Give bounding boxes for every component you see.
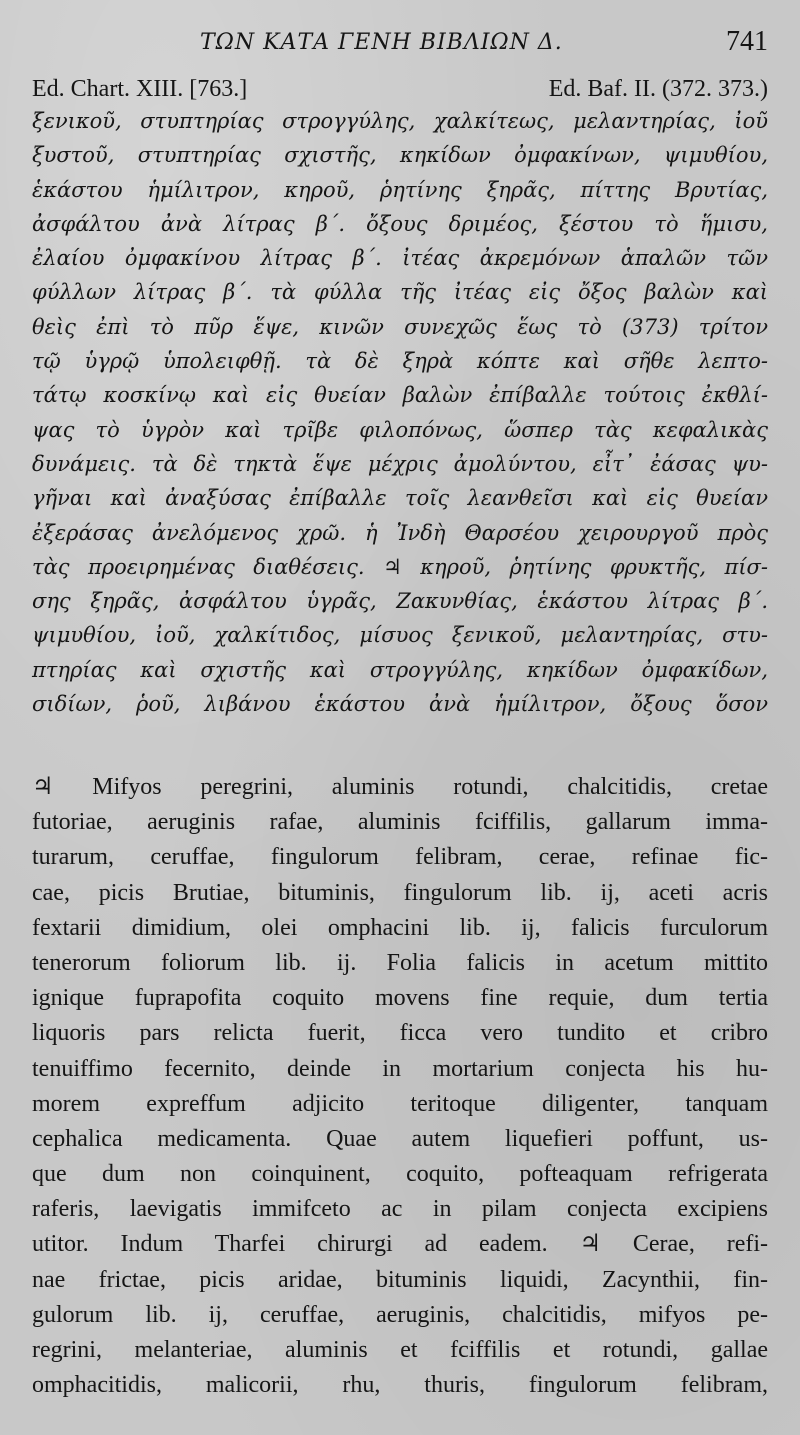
running-title: ΤΩΝ ΚΑΤΑ ΓΕΝΗ ΒΙΒΛΙΩΝ Δ. bbox=[200, 30, 563, 55]
greek-text-line: πτηρίας καὶ σχιστῆς καὶ στρογγύλης, κηκίδων ὀμφακίδων, bbox=[32, 657, 768, 682]
greek-text-line: τῷ ὑγρῷ ὑπολειφθῇ. τὰ δὲ ξηρὰ κόπτε καὶ σῆθε λεπτο- bbox=[32, 349, 768, 374]
greek-text-line: τὰς προειρημένας διαθέσεις. ♃ κηροῦ, ῥητίνης φρυκτῆς, πίσ- bbox=[32, 554, 768, 579]
edition-reference-line bbox=[32, 76, 768, 106]
greek-text-line: ψιμυθίου, ἰοῦ, χαλκίτιδος, μίσυος ξενικοῦ, μελαντηρίας, στυ- bbox=[32, 623, 768, 648]
greek-text-line: θεὶς ἐπὶ τὸ πῦρ ἕψε, κινῶν συνεχῶς ἕως τὸ (373) τρίτον bbox=[32, 314, 768, 339]
greek-text-block bbox=[32, 104, 768, 721]
greek-text-line: γῆναι καὶ ἀναξύσας ἐπίβαλλε τοῖς λεανθεῖσι καὶ εἰς θυείαν bbox=[32, 486, 768, 511]
edition-basel-reference: Ed. Baf. II. (372. 373.) bbox=[548, 76, 768, 102]
greek-text-line: σιδίων, ῥοῦ, λιβάνου ἑκάστου ἀνὰ ἡμίλιτρον, ὄξους ὅσον bbox=[32, 692, 768, 717]
greek-text-line: δυνάμεις. τὰ δὲ τηκτὰ ἕψε μέχρις ἀμολύντου, εἶτ᾽ ἐάσας ψυ- bbox=[32, 451, 768, 476]
greek-text-line: ἐλαίου ὀμφακίνου λίτρας β΄. ἰτέας ἀκρεμόνων ἁπαλῶν τῶν bbox=[32, 246, 768, 271]
latin-text-line: regrini, melanteriae, aluminis et fciffilis et rotundi, gallae bbox=[32, 1337, 768, 1363]
latin-text-line: tenerorum foliorum lib. ij. Folia falicis in acetum mittito bbox=[32, 949, 768, 976]
latin-text-line: nae frictae, picis aridae, bituminis liquidi, Zacynthii, fin- bbox=[32, 1266, 768, 1293]
greek-text-line: τάτῳ κοσκίνῳ καὶ εἰς θυείαν βαλὼν ἐπίβαλλε τούτοις ἐκθλί- bbox=[32, 383, 768, 408]
greek-text-line: ἀσφάλτου ἀνὰ λίτρας β΄. ὄξους δριμέος, ξέστου τὸ ἥμισυ, bbox=[32, 211, 768, 236]
latin-text-line: liquoris pars relicta fuerit, ficca vero tundito et cribro bbox=[32, 1020, 768, 1047]
greek-text-line: ξυστοῦ, στυπτηρίας σχιστῆς, κηκίδων ὀμφακίνων, ψιμυθίου, bbox=[32, 143, 768, 168]
latin-text-line: tenuiffimo fecernito, deinde in mortarium conjecta his hu- bbox=[32, 1055, 768, 1082]
latin-text-line: utitor. Indum Tharfei chirurgi ad eadem. ♃ Cerae, refi- bbox=[32, 1231, 768, 1258]
latin-text-block bbox=[32, 770, 768, 1403]
latin-text-line: que dum non coinquinent, coquito, pofteaquam refrigerata bbox=[32, 1161, 768, 1188]
latin-text-line: cae, picis Brutiae, bituminis, fingulorum lib. ij, aceti acris bbox=[32, 879, 768, 906]
latin-text-line: gulorum lib. ij, ceruffae, aeruginis, chalcitidis, mifyos pe- bbox=[32, 1301, 768, 1328]
greek-text-line: ξενικοῦ, στυπτηρίας στρογγύλης, χαλκίτεως, μελαντηρίας, ἰοῦ bbox=[32, 109, 768, 133]
latin-text-line: omphacitidis, malicorii, rhu, thuris, fingulorum felibram, bbox=[32, 1372, 768, 1399]
latin-text-line: turarum, ceruffae, fingulorum felibram, cerae, refinae fic- bbox=[32, 844, 768, 871]
page-number: 741 bbox=[726, 26, 768, 57]
greek-text-line: φύλλων λίτρας β΄. τὰ φύλλα τῆς ἰτέας εἰς ὄξος βαλὼν καὶ bbox=[32, 280, 768, 305]
latin-text-line: ♃ Mifyos peregrini, aluminis rotundi, chalcitidis, cretae bbox=[32, 774, 768, 800]
greek-text-line: ἐξεράσας ἀνελόμενος χρῶ. ἡ Ἰνδὴ Θαρσέου χειρουργοῦ πρὸς bbox=[32, 520, 768, 545]
latin-text-line: morem expreffum adjicito teritoque diligenter, tanquam bbox=[32, 1090, 768, 1117]
edition-chart-reference: Ed. Chart. XIII. [763.] bbox=[32, 76, 248, 102]
greek-text-line: σης ξηρᾶς, ἀσφάλτου ὑγρᾶς, Ζακυνθίας, ἑκάστου λίτρας β΄. bbox=[32, 589, 768, 614]
running-head bbox=[0, 26, 800, 66]
section-divider bbox=[32, 750, 768, 751]
latin-text-line: futoriae, aeruginis rafae, aluminis fciffilis, gallarum imma- bbox=[32, 809, 768, 836]
latin-text-line: cephalica medicamenta. Quae autem liquefieri poffunt, us- bbox=[32, 1125, 768, 1152]
latin-text-line: ignique fuprapofita coquito movens fine requie, dum tertia bbox=[32, 985, 768, 1012]
greek-text-line: ἑκάστου ἡμίλιτρον, κηροῦ, ῥητίνης ξηρᾶς, πίττης Βρυτίας, bbox=[32, 177, 768, 202]
greek-text-line: ψας τὸ ὑγρὸν καὶ τρῖβε φιλοπόνως, ὥσπερ τὰς κεφαλικὰς bbox=[32, 417, 768, 442]
latin-text-line: raferis, laevigatis immifceto ac in pilam conjecta excipiens bbox=[32, 1196, 768, 1223]
latin-text-line: fextarii dimidium, olei omphacini lib. ij, falicis furculorum bbox=[32, 914, 768, 941]
